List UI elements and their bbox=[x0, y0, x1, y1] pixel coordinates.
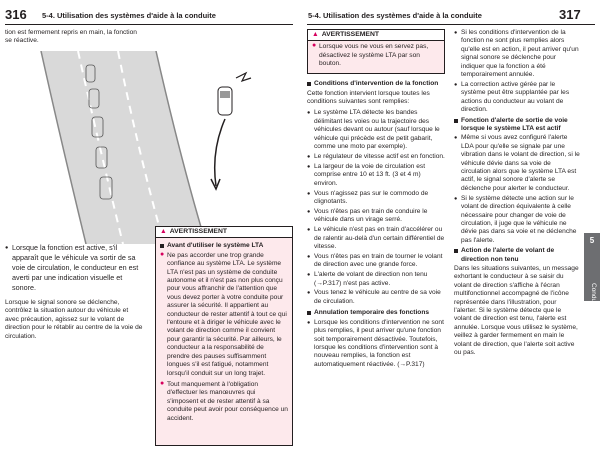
right-page-number: 317 bbox=[559, 7, 581, 22]
left-header-rule bbox=[5, 24, 293, 25]
lane-illustration bbox=[6, 51, 271, 244]
condition-item: ● La largeur de la voie de circulation est comprise entre 10 et 13 ft. (3 et 4 m) environ. bbox=[307, 163, 445, 188]
column-4 bbox=[454, 29, 580, 360]
warning-desactivation-bullet: ● Lorsque vous ne vous en servez pas, désactivez le système LTA par son bouton. bbox=[312, 43, 440, 68]
condition-item: ● Vous n'agissez pas sur le commodo de clignotants. bbox=[307, 190, 445, 207]
column-1-top bbox=[5, 29, 143, 49]
alerte-sortie-bullet-1: ● Même si vous avez configuré l'alerte LDA pour qu'elle se signale par une vibration dans le volant de direction, si le véhicule dévie dans sa voie de circulation alors que le système LTA est actif, le signal sonore d'alerte se déclenche pour alerter le conducteur. bbox=[454, 134, 580, 193]
right-header-rule bbox=[307, 24, 595, 25]
lane-departure-warning-icon bbox=[236, 73, 251, 81]
annulation-bullet: ● Lorsque les conditions d'intervention ne sont plus remplies, il peut arriver qu'une fonction soit temporairement désactivée. Toutefois, lorsque les conditions d'intervention sont à nouveau remplies, la fonction est automatiquement réactivée. (→P.317) bbox=[307, 319, 445, 369]
column-3 bbox=[307, 29, 445, 371]
left-chapter-title: 5-4. Utilisation des systèmes d'aide à la conduite bbox=[42, 11, 216, 20]
condition-item: ● Vous n'êtes pas en train de conduire le véhicule dans un virage serré. bbox=[307, 208, 445, 225]
warning-title: AVERTISSEMENT bbox=[169, 228, 228, 235]
warning-header bbox=[156, 227, 292, 238]
intro-text: tion est fermement repris en main, la fonction se réactive. bbox=[5, 29, 137, 45]
col4-bullet-2: ● La correction active gérée par le système peut être supplantée par les actions du conducteur au volant de direction. bbox=[454, 81, 580, 115]
section-conditions-title: Conditions d'intervention de la fonction bbox=[307, 80, 445, 88]
left-page-number: 316 bbox=[5, 7, 27, 22]
section-annulation-title: Annulation temporaire des fonctions bbox=[307, 309, 445, 317]
warning-bullet-1: ● Ne pas accorder une trop grande confiance au système LTA. Le système LTA n'est pas un système de conduite autonome et il n'est pas non plus conçu pour vous affranchir de l'attention que vous devez porter à votre conduite pour assurer la sécurité. Il appartient au conducteur de rester attentif à tout ce qui l'entoure et à diriger le véhicule avec le volant de direction comme il convient pour garantir la sécurité. Par ailleurs, le conducteur a la responsabilité de prendre des pauses suffisamment longues s'il est fatigué, notamment lorsqu'il conduit sur un long trajet. bbox=[160, 252, 288, 378]
chapter-tab-label: Conduite bbox=[590, 283, 597, 310]
main-car-windshield bbox=[220, 91, 230, 98]
condition-item: ● Le système LTA détecte les bandes délimitant les voies ou la trajectoire des véhicules devant ou autour (sauf lorsque le véhicule qui précède est de petit gabarit, comme une moto par exemple). bbox=[307, 109, 445, 151]
col4-bullet-1: ● Si les conditions d'intervention de la fonction ne sont plus remplies alors qu'elle est en action, il peut arriver qu'un signal sonore se déclenche pour indiquer que la fonction a été temporairement annulée. bbox=[454, 29, 580, 79]
lane-diagram-svg bbox=[6, 51, 271, 244]
column-1-bottom bbox=[5, 243, 143, 344]
warning-heading: Avant d'utiliser le système LTA bbox=[160, 242, 288, 250]
warning-header-2 bbox=[308, 30, 444, 41]
condition-item: ● Le régulateur de vitesse actif est en fonction. bbox=[307, 153, 445, 161]
condition-item: ● L'alerte de volant de direction non tenu (→P.317) n'est pas active. bbox=[307, 271, 445, 288]
condition-item: ● Vous tenez le véhicule au centre de sa voie de circulation. bbox=[307, 289, 445, 306]
chapter-tab-number: 5 bbox=[589, 236, 595, 245]
warning-body bbox=[156, 238, 292, 427]
warning-bullet-2: ● Tout manquement à l'obligation d'effectuer les manœuvres qui s'imposent et de rester attentif à sa conduite peut avoir pour conséquence un accident. bbox=[160, 381, 288, 423]
warning-triangle-icon: ▲ bbox=[160, 228, 167, 235]
signal-sonore-paragraph: Lorsque le signal sonore se déclenche, contrôlez la situation autour du véhicule et avec précaution, agissez sur le volant de direction pour le rétablir au centre de la voie de circulation. bbox=[5, 299, 143, 340]
volant-paragraph: Dans les situations suivantes, un message exhortant le conducteur à se saisir du volant de direction s'affiche à l'écran multifonctionnel accompagné de l'icône représentée dans l'illustration, pour l'alerter. Si le système détecte que le volant de direction est tenu, l'alerte est annulée. Lorsque vous utilisez le système, veillez à garder fermement en main le volant de direction, que l'alerte soit active ou pas. bbox=[454, 264, 579, 357]
section-conditions-intro: Cette fonction intervient lorsque toutes les conditions suivantes sont remplies: bbox=[307, 89, 430, 105]
chapter-tab bbox=[584, 233, 600, 310]
warning-box-desactivation bbox=[307, 29, 445, 74]
right-chapter-title: 5-4. Utilisation des systèmes d'aide à la conduite bbox=[308, 11, 482, 20]
warning-box-lta bbox=[155, 226, 293, 446]
alerte-sortie-bullet-2: ● Si le système détecte une action sur le volant de direction équivalente à celle nécessaire pour changer de voie de circulation, il juge que le véhicule ne dévie pas dans sa voie et ne déclenche pas l'alerte. bbox=[454, 195, 580, 245]
correction-arrow bbox=[215, 119, 225, 186]
warning-title-2: AVERTISSEMENT bbox=[321, 31, 380, 38]
section-volant-title: Action de l'alerte de volant de direction non tenu bbox=[454, 247, 580, 264]
section-alerte-sortie-title: Fonction d'alerte de sortie de voie lorsque le système LTA est actif bbox=[454, 117, 580, 134]
warning-body-2 bbox=[308, 41, 444, 73]
fonction-active-bullet: ● Lorsque la fonction est active, s'il apparaît que le véhicule va sortir de sa voie de circulation, le conducteur en est averti par une indication visuelle et sonore. bbox=[5, 243, 143, 293]
condition-item: ● Vous n'êtes pas en train de tourner le volant de direction avec une grande force. bbox=[307, 253, 445, 270]
condition-item: ● Le véhicule n'est pas en train d'accélérer ou de ralentir au-delà d'un certain différentiel de vitesse. bbox=[307, 226, 445, 251]
warning-triangle-icon: ▲ bbox=[312, 31, 319, 38]
